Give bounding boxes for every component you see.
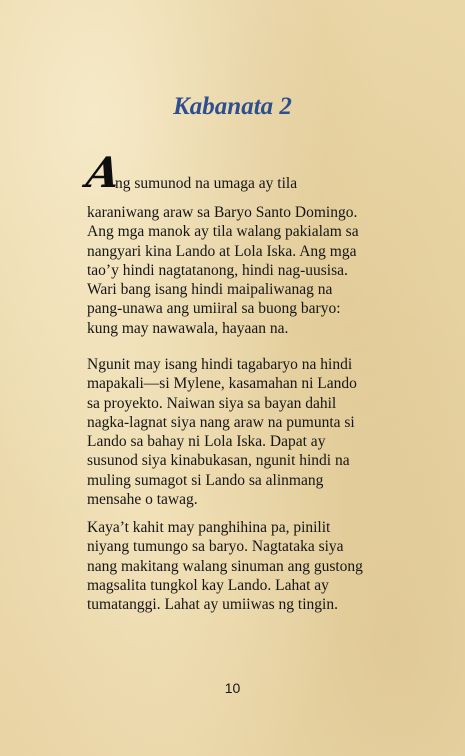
paragraph-3 (87, 518, 387, 614)
chapter-title: Kabanata 2 (173, 93, 292, 120)
text-line: pang-unawa ang umiiral sa buong baryo: (87, 300, 341, 318)
text-line: magsalita tungkol kay Lando. Lahat ay (87, 576, 329, 594)
text-line: Ang mga manok ay tila walang pakialam sa (87, 223, 359, 241)
text-line: nangyari kina Lando at Lola Iska. Ang mga (87, 242, 357, 260)
text-line: mensahe o tawag. (87, 491, 198, 509)
opening-line-text: ng sumunod na umaga ay tila (115, 175, 298, 192)
text-line: nagka-lagnat siya nang araw na pumunta si (87, 413, 355, 431)
paragraph-1 (87, 203, 387, 338)
text-line: nang makitang walang sinuman ang gustong (87, 557, 363, 575)
page-number: 10 (224, 680, 241, 696)
text-line: sa proyekto. Naiwan siya sa bayan dahil (87, 394, 337, 412)
text-line: susunod siya kinabukasan, ngunit hindi na (87, 452, 350, 470)
paragraph-2 (87, 355, 387, 509)
text-line: Kaya’t kahit may panghihina pa, pinilit (87, 519, 331, 536)
text-line: niyang tumungo sa baryo. Nagtataka siya (87, 538, 344, 556)
text-line: kung may nawawala, hayaan na. (87, 319, 289, 337)
text-line: Ngunit may isang hindi tagabaryo na hindi (87, 356, 353, 373)
text-line: karaniwang araw sa Baryo Santo Domingo. (87, 204, 358, 221)
text-line: tao’y hindi nagtatanong, hindi nag-uusisa. (87, 261, 348, 279)
text-line: muling sumagot si Lando sa alinmang (87, 471, 324, 489)
text-line: mapakali—si Mylene, kasamahan ni Lando (87, 375, 357, 393)
text-line: Wari bang isang hindi maipaliwanag na (87, 281, 333, 299)
text-line: tumatanggi. Lahat ay umiiwas ng tingin. (87, 596, 338, 614)
drop-cap: A (83, 148, 124, 197)
text-line: Lando sa bahay ni Lola Iska. Dapat ay (87, 433, 326, 451)
